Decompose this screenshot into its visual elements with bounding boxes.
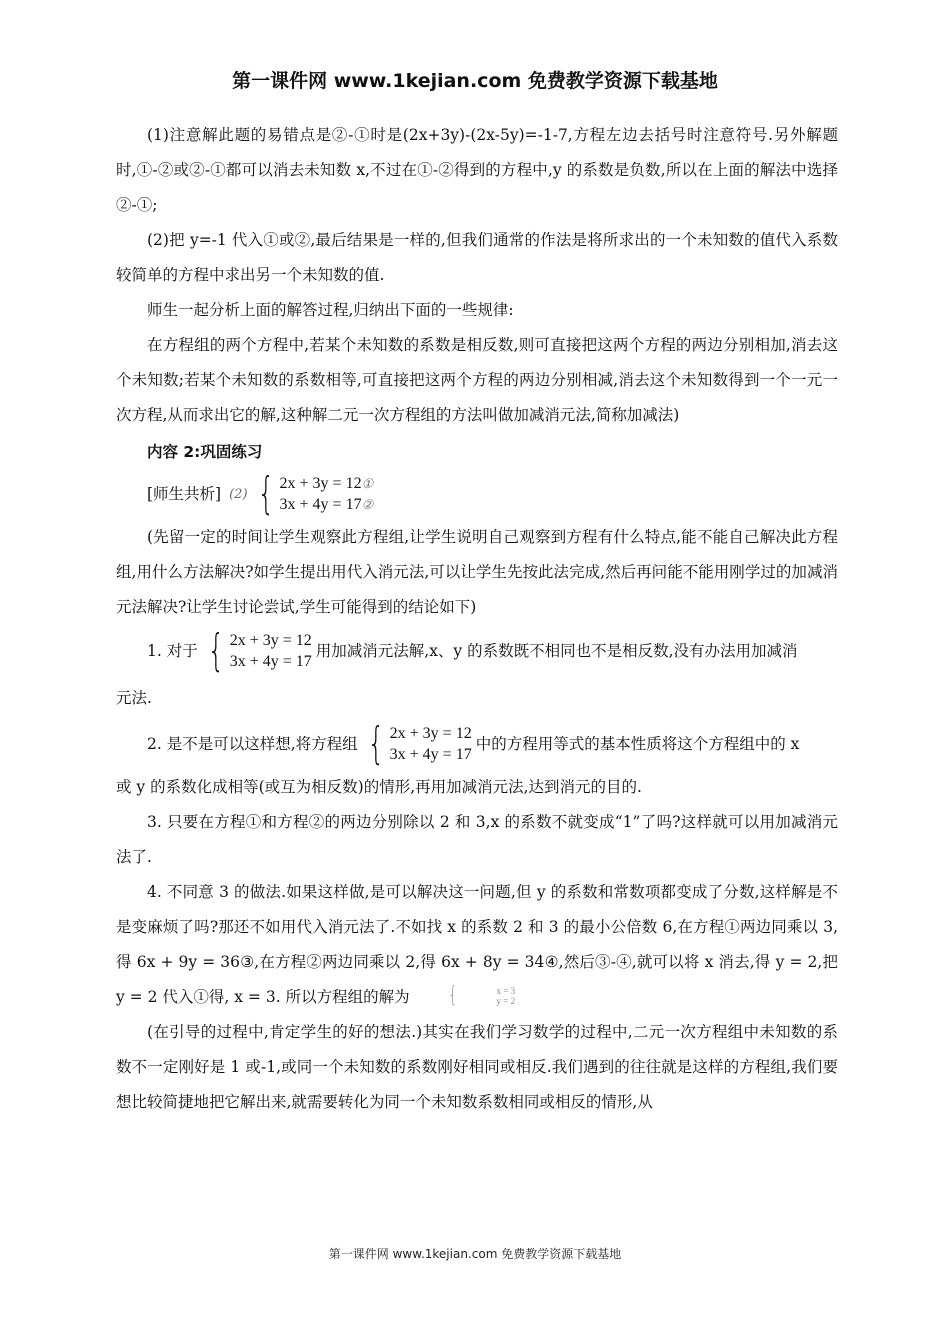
left-brace-icon: { <box>367 718 385 769</box>
document-body <box>116 118 838 1120</box>
paragraph-3: 师生一起分析上面的解答过程,归纳出下面的一些规律: <box>147 301 514 319</box>
equation-row: 3x + 4y = 17 <box>389 746 472 763</box>
problem-number: (2) <box>229 486 248 502</box>
item-2-row <box>116 718 838 769</box>
paragraph-2: (2)把 y=-1 代入①或②,最后结果是一样的,但我们通常的作法是将所求出的一个未知数的值代入系数较简单的方程中求出另一个未知数的值. <box>116 231 838 284</box>
solution-row: x = 3 <box>496 986 516 996</box>
item-4-text: 4. 不同意 3 的做法.如果这样做,是可以解决这一问题,但 y 的系数和常数项都变成了分数,这样解是不是变麻烦了吗?那还不如用代入消元法了.不如找 x 的系数 2 和 3 的最小公倍数 6,在方程①两边同乘以 3,得 6x + 9y = 36③,在方程②两边同乘以 2,得 6x + 8y = 34④,然后③-④,就可以将 x 消去,得 y = 2,把 y = 2 代入①得, <box>116 883 838 1006</box>
item-1-text: 用加减消元法解,x、y 的系数既不相同也不是相反数,没有办法用加减消 <box>315 641 798 660</box>
item-3: 3. 只要在方程①和方程②的两边分别除以 2 和 3,x 的系数不就变成“1”了吗?这样就可以用加减消元法了. <box>116 813 838 866</box>
item-4 <box>116 875 838 1015</box>
equation-row: 2x + 3y = 12 <box>229 632 312 649</box>
left-brace-icon: { <box>207 625 225 676</box>
solution-system <box>421 985 516 1007</box>
page-header-title: 第一课件网 www.1kejian.com 免费教学资源下载基地 <box>232 70 718 92</box>
equation-system-2 <box>202 625 312 676</box>
left-brace-icon: { <box>448 983 457 1008</box>
solution-row: y = 2 <box>496 996 516 1006</box>
paragraph-1: (1)注意解此题的易错点是②-①时是(2x+3y)-(2x-5y)=-1-7,方程左边去括号时注意符号.另外解题时,①-②或②-①都可以消去未知数 x,不过在①-②得到的方程中,y 的系数是负数,所以在上面的解法中选择②-①; <box>116 126 838 214</box>
equation-row: 2x + 3y = 12① <box>279 475 374 492</box>
paragraph-5: (先留一定的时间让学生观察此方程组,让学生说明自己观察到方程有什么特点,能不能自己解决此方程组,用什么方法解决?如学生提出用代入消元法,可以让学生先按此法完成,然后再问能不能用刚学过的加减消元法解决?让学生讨论尝试,学生可能得到的结论如下) <box>116 528 838 616</box>
equation-system-1 <box>252 468 374 519</box>
paragraph-10: (在引导的过程中,肯定学生的好的想法.)其实在我们学习数学的过程中,二元一次方程组中未知数的系数不一定刚好是 1 或-1,或同一个未知数的系数刚好相同或相反.我们遇到的往往就是这样的方程组,我们要想比较简捷地把它解出来,就需要转化为同一个未知数系数相同或相反的情形,从 <box>116 1023 838 1111</box>
item-1-prefix: 1. 对于 <box>147 641 198 660</box>
item-4-text-end: x = 3. 所以方程组的解为 <box>234 988 410 1006</box>
item-1-continuation: 元法. <box>116 689 152 707</box>
gongxi-row <box>116 468 838 519</box>
item-2-text: 中的方程用等式的基本性质将这个方程组中的 x <box>475 734 800 753</box>
item-2-continuation: 或 y 的系数化成相等(或互为相反数)的情形,再用加减消元法,达到消元的目的. <box>116 778 642 796</box>
equation-row: 3x + 4y = 17 <box>229 653 312 670</box>
equation-system-3 <box>362 718 472 769</box>
page-footer: 第一课件网 www.1kejian.com 免费教学资源下载基地 <box>328 1247 622 1261</box>
equation-row: 2x + 3y = 12 <box>389 725 472 742</box>
paragraph-4: 在方程组的两个方程中,若某个未知数的系数是相反数,则可直接把这两个方程的两边分别相加,消去这个未知数;若某个未知数的系数相等,可直接把这两个方程的两边分别相减,消去这个未知数得到一个一元一次方程,从而求出它的解,这种解二元一次方程组的方法叫做加减消元法,简称加减法) <box>116 336 838 424</box>
gongxi-label: [师生共析] <box>147 484 222 503</box>
left-brace-icon: { <box>257 468 274 519</box>
equation-row: 3x + 4y = 17② <box>279 496 374 513</box>
item-2-prefix: 2. 是不是可以这样想,将方程组 <box>147 734 358 753</box>
section-heading: 内容 2:巩固练习 <box>147 443 263 461</box>
item-1-row <box>116 625 838 676</box>
